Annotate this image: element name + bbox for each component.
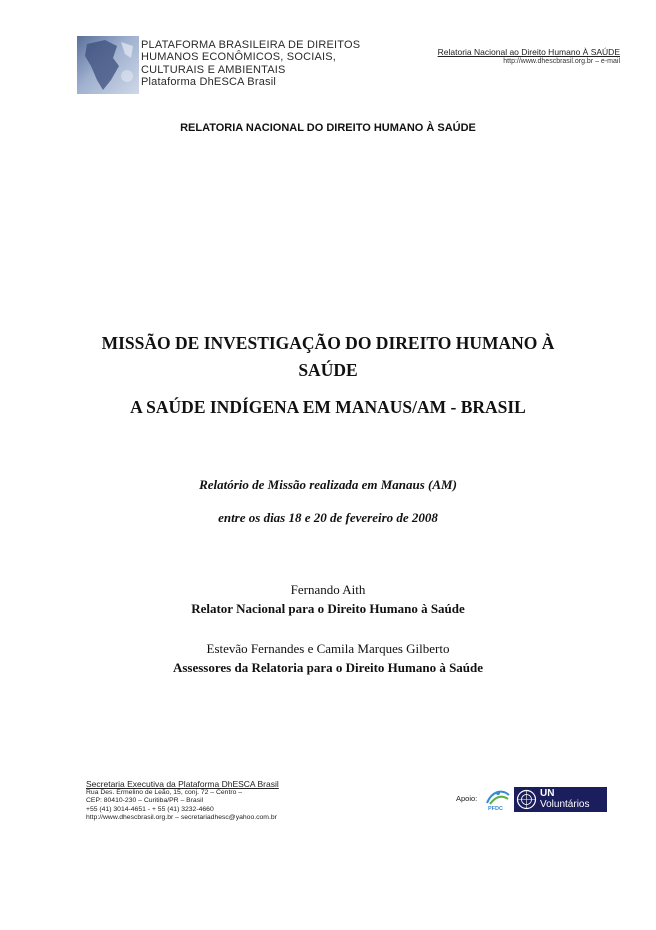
un-volunteers-logo xyxy=(514,787,607,812)
logo-line: HUMANOS ECONÔMICOS, SOCIAIS, xyxy=(141,51,337,64)
plataforma-logo xyxy=(77,36,139,94)
logo-line: PLATAFORMA BRASILEIRA DE DIREITOS xyxy=(141,39,361,51)
footer-line: +55 (41) 3014-4651 - + 55 (41) 3232-4660 xyxy=(86,805,214,813)
author-role: Relator Nacional para o Direito Humano à Saúde xyxy=(191,601,465,616)
title-line: MISSÃO DE INVESTIGAÇÃO DO DIREITO HUMANO À xyxy=(101,333,555,353)
document-subtitle: A SAÚDE INDÍGENA EM MANAUS/AM - BRASIL xyxy=(130,397,526,417)
author-name: Fernando Aith xyxy=(290,582,366,597)
footer-line: CEP: 80410-230 – Curitiba/PR – Brasil xyxy=(86,797,204,805)
subheader: RELATORIA NACIONAL DO DIREITO HUMANO À SAÚDE xyxy=(180,122,476,134)
logo-line: CULTURAIS E AMBIENTAIS xyxy=(141,63,286,76)
apoio-label: Apoio: xyxy=(456,794,478,803)
pfdc-label: PFDC xyxy=(488,806,503,812)
title-line: SAÚDE xyxy=(298,360,358,380)
footer-address xyxy=(86,779,279,823)
footer-title[interactable]: Secretaria Executiva da Plataforma DhESCA Brasil xyxy=(86,779,279,789)
header-right-title[interactable]: Relatoria Nacional ao Direito Humano À SAÚDE xyxy=(437,47,620,57)
assistants-role: Assessores da Relatoria para o Direito Humano à Saúde xyxy=(172,660,484,675)
header-right xyxy=(438,47,620,65)
footer-line: http://www.dhescbrasil.org.br – secretariadhesc@yahoo.com.br xyxy=(86,814,277,822)
footer-line: Rua Des. Ermelino de Leão, 15, conj. 72 – Centro – xyxy=(86,789,243,796)
un-label: UN xyxy=(540,788,555,799)
logo-line: Plataforma DhESCA Brasil xyxy=(141,76,277,89)
mission-report-line: Relatório de Missão realizada em Manaus (AM) xyxy=(199,477,457,492)
un-emblem-icon xyxy=(516,789,537,810)
mission-dates-line: entre os dias 18 e 20 de fevereiro de 2008 xyxy=(218,510,438,525)
un-volunteers-label: Voluntários xyxy=(540,799,590,810)
document-title xyxy=(60,330,596,384)
assistants-names: Estevão Fernandes e Camila Marques Gilberto xyxy=(206,641,450,656)
logo-text xyxy=(141,39,360,89)
header-right-url[interactable]: http://www.dhescbrasil.org.br – e-mail xyxy=(503,58,620,65)
